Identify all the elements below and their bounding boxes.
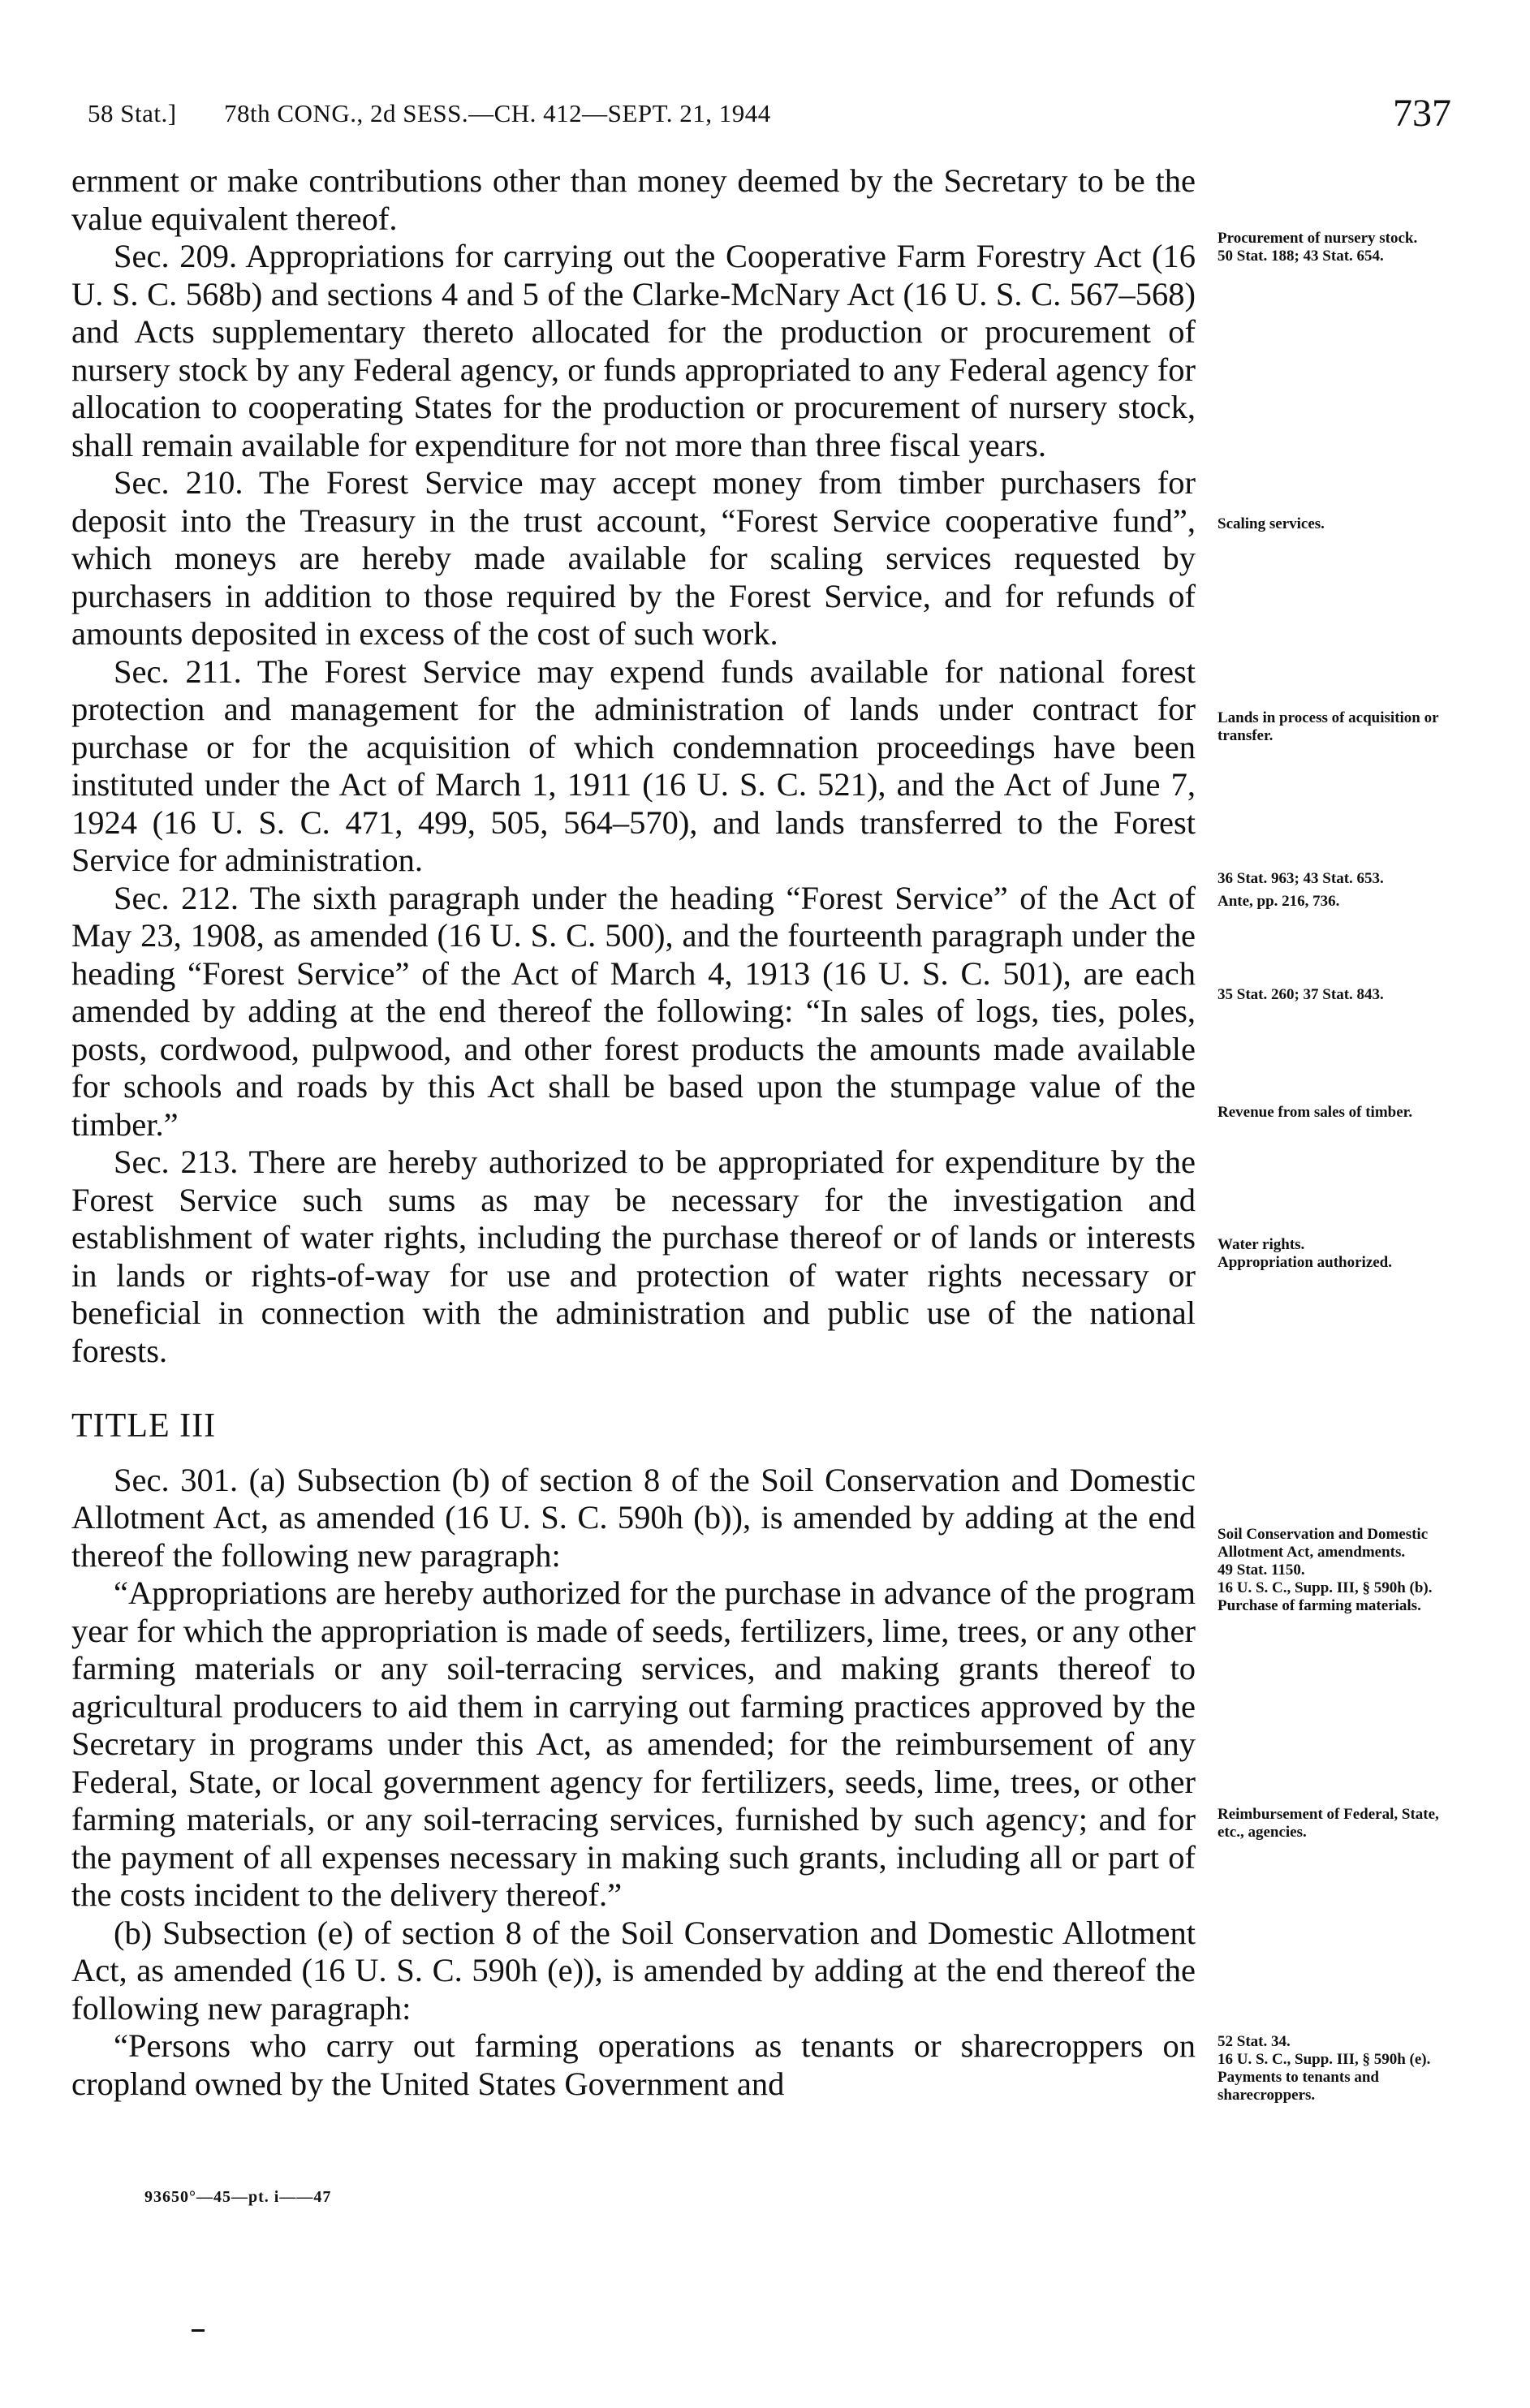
section-211: Sec. 211. The Forest Service may expend funds available for national forest protection and management for the administration of lands under contract for purchase or for the acquisition of which condemnation proceedings have been instituted under the Act of March 1, 1911 (16 U. S. C. 521), and the Act of June 7, 1924 (16 U. S. C. 471, 499, 505, 564–570), and lands transferred to the Forest Service for administration. bbox=[71, 653, 1196, 878]
section-209: Sec. 209. Appropriations for carrying out the Cooperative Farm Forestry Act (16 U. S. C. 568b) and sections 4 and 5 of the Clarke-McNary Act (16 U. S. C. 567–568) and Acts supplementary thereto allocated for the production or procurement of nursery stock by any Federal agency, or funds appropriated to any Federal agency for allocation to cooperating States for the production or procurement of nursery stock, shall remain available for expenditure for not more than three fiscal years. bbox=[71, 238, 1196, 463]
paragraph-continuation: ernment or make contributions other than money deemed by the Secretary to be the value equivalent thereof. bbox=[71, 162, 1196, 237]
margin-note-nursery-stock: Procurement of nursery stock. 50 Stat. 188; 43 Stat. 654. bbox=[1218, 230, 1418, 265]
margin-note-citations-211: 36 Stat. 963; 43 Stat. 653. Ante, pp. 216, 736. bbox=[1218, 870, 1384, 910]
session-chapter-date: 78th CONG., 2d SESS.—CH. 412—SEPT. 21, 1944 bbox=[224, 99, 771, 127]
section-301-b-quote: “Persons who carry out farming operations as tenants or sharecroppers on cropland owned by the United States Government and bbox=[71, 2027, 1196, 2102]
print-signature-code: 93650°—45—pt. i——47 bbox=[144, 2188, 332, 2206]
page-header bbox=[88, 91, 1451, 140]
margin-note-revenue: Revenue from sales of timber. bbox=[1218, 1104, 1413, 1121]
section-213: Sec. 213. There are hereby authorized to be appropriated for expenditure by the Forest Service such sums as may be necessary for the investigation and establishment of water rights, including the purchase thereof or of lands or interests in lands or rights-of-way for use and protection of water rights necessary or beneficial in connection with the administration and public use of the national forests. bbox=[71, 1144, 1196, 1369]
main-text bbox=[71, 162, 1196, 2103]
margin-note-lands: Lands in process of acquisition or transfer. bbox=[1218, 709, 1439, 744]
margin-note-water-rights: Water rights. Appropriation authorized. bbox=[1218, 1236, 1393, 1271]
section-301-b: (b) Subsection (e) of section 8 of the Soil Conservation and Domestic Allotment Act, as amended (16 U. S. C. 590h (e)), is amended by adding at the end thereof the following new paragraph: bbox=[71, 1914, 1196, 2027]
margin-note-tenants: 52 Stat. 34. 16 U. S. C., Supp. III, § 590h (e). Payments to tenants and sharecroppers. bbox=[1218, 2033, 1431, 2104]
section-212: Sec. 212. The sixth paragraph under the heading “Forest Service” of the Act of May 23, 1908, as amended (16 U. S. C. 500), and the fourteenth paragraph under the heading “Forest Service” of the Act of March 4, 1913 (16 U. S. C. 501), are each amended by adding at the end thereof the following: “In sales of logs, ties, poles, posts, cordwood, pulpwood, and other forest products the amounts made available for schools and roads by this Act shall be based upon the stumpage value of the timber.” bbox=[71, 879, 1196, 1143]
margin-note-reimbursement: Reimbursement of Federal, State, etc., agencies. bbox=[1218, 1806, 1439, 1841]
margin-note-soil-conservation: Soil Conservation and Domestic Allotment Act, amendments. 49 Stat. 1150. 16 U. S. C., Supp. III, § 590h (b). Purchase of farming materials. bbox=[1218, 1526, 1433, 1614]
margin-note-citations-212: 35 Stat. 260; 37 Stat. 843. bbox=[1218, 986, 1384, 1003]
footer-dash bbox=[192, 2329, 205, 2332]
title-iii-heading: TITLE III bbox=[71, 1407, 217, 1445]
section-301-a-quote: “Appropriations are hereby authorized for the purchase in advance of the program year for which the appropriation is made of seeds, fertilizers, lime, trees, or any other farming materials or any soil-terracing services, and making grants thereof to agricultural producers to aid them in carrying out farming practices approved by the Secretary in programs under this Act, as amended; for the reimbursement of any Federal, State, or local government agency for fertilizers, seeds, lime, trees, or other farming materials, or any soil-terracing services, furnished by such agency; and for the payment of all expenses necessary in making such grants, including all or part of the costs incident to the delivery thereof.” bbox=[71, 1574, 1196, 1913]
section-301-a: Sec. 301. (a) Subsection (b) of section 8 of the Soil Conservation and Domestic Allotment Act, as amended (16 U. S. C. 590h (b)), is amended by adding at the end thereof the following new paragraph: bbox=[71, 1461, 1196, 1574]
page-number: 737 bbox=[1393, 92, 1451, 135]
statute-reference: 58 Stat.] bbox=[88, 99, 177, 127]
margin-note-scaling: Scaling services. bbox=[1218, 515, 1325, 532]
section-210: Sec. 210. The Forest Service may accept money from timber purchasers for deposit into the Treasury in the trust account, “Forest Service cooperative fund”, which moneys are hereby made available for scaling services requested by purchasers in addition to those required by the Forest Service, and for refunds of amounts deposited in excess of the cost of such work. bbox=[71, 464, 1196, 652]
